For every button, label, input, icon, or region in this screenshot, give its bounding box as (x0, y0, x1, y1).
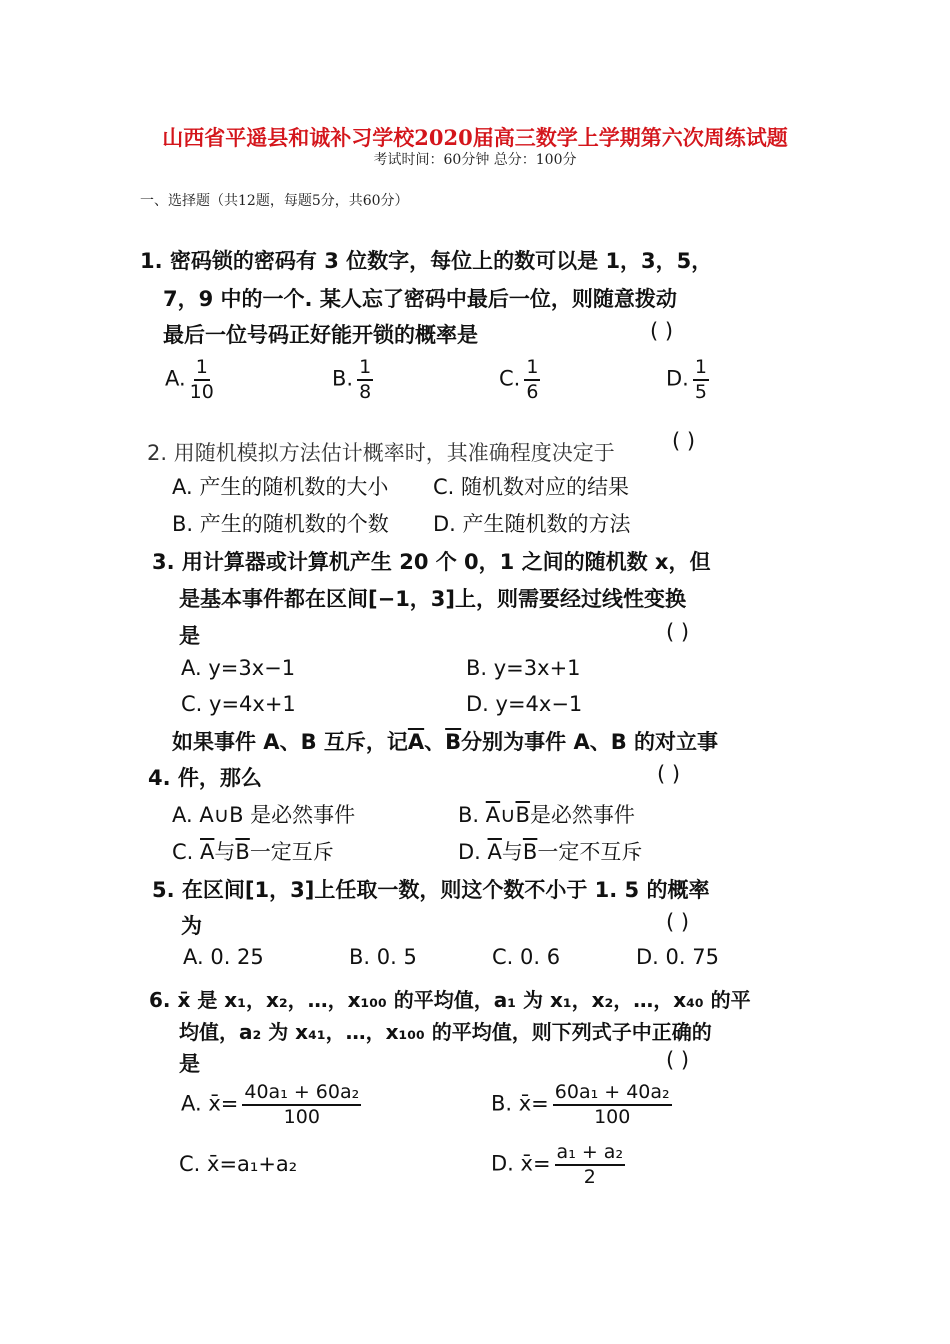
option-d (491, 1142, 625, 1187)
complement-b: $\overline{B}$ (515, 803, 530, 827)
denominator: 5 (694, 381, 707, 403)
option-c: C. y=4x+1 (181, 692, 296, 716)
question-6-line-1: 6. x̄ 是 x₁，x₂，…，x₁₀₀ 的平均值，a₁ 为 x₁，x₂，…，x₄₀ 的平 (149, 988, 751, 1012)
fraction (242, 1082, 361, 1127)
option-label: D. x̄= (491, 1151, 551, 1176)
section-heading: 一、选择题（共12题，每题5分，共60分） (140, 193, 409, 209)
fraction (555, 1142, 626, 1187)
option-a: A. y=3x−1 (181, 656, 296, 680)
page-title: 山西省平遥县和诚补习学校2020届高三数学上学期第六次周练试题 (162, 125, 788, 150)
question-4-line-2: 4. 件，那么 (148, 766, 262, 790)
numerator: 1 (194, 357, 210, 381)
question-1-line-2: 7，9 中的一个. 某人忘了密码中最后一位，则随意拨动 (163, 287, 677, 311)
fraction (553, 1082, 672, 1127)
fraction (190, 357, 214, 402)
option-a: A. 0. 25 (183, 945, 264, 969)
option-d: D. 产生随机数的方法 (433, 512, 631, 536)
option-b: B. y=3x+1 (466, 656, 581, 680)
complement-b: $\overline{B}$ (235, 840, 250, 864)
question-5-line-2: 为 (181, 914, 202, 938)
denominator: 100 (594, 1106, 631, 1128)
numerator: 60a₁ + 40a₂ (553, 1082, 672, 1106)
option-a: A. 产生的随机数的大小 (172, 475, 389, 499)
exam-info: 考试时间：60分钟 总分：100分 (373, 152, 577, 168)
denominator: 6 (526, 381, 539, 403)
option-d: D. y=4x−1 (466, 692, 583, 716)
option-c (499, 357, 540, 402)
option-label: B. (458, 803, 486, 827)
option-b (491, 1082, 672, 1127)
numerator: a₁ + a₂ (555, 1142, 626, 1166)
text-segment: 如果事件 A、B 互斥，记 (172, 730, 408, 754)
option-b (332, 357, 373, 402)
option-label: D. (458, 840, 488, 864)
numerator: 1 (357, 357, 373, 381)
text-segment: 与 (501, 840, 523, 864)
question-1-line-1: 1. 密码锁的密码有 3 位数字，每位上的数可以是 1，3，5， (140, 249, 713, 273)
numerator: 1 (693, 357, 709, 381)
option-b: B. 0. 5 (349, 945, 417, 969)
complement-a: $\overline{A}$ (485, 803, 501, 827)
denominator: 2 (583, 1166, 596, 1188)
option-label: A. x̄= (181, 1091, 239, 1116)
text-segment: 分别为事件 A、B 的对立事 (461, 730, 719, 754)
option-c: C. 随机数对应的结果 (433, 475, 630, 499)
answer-blank: ( ) (666, 1048, 690, 1072)
answer-blank: ( ) (672, 429, 696, 453)
option-label: B. (332, 366, 354, 391)
text-segment: 与 (214, 840, 236, 864)
option-c: C. x̄=a₁+a₂ (179, 1152, 298, 1176)
question-6-line-2: 均值，a₂ 为 x₄₁，…，x₁₀₀ 的平均值，则下列式子中正确的 (179, 1020, 712, 1044)
fraction (524, 357, 540, 402)
text-segment: 是必然事件 (529, 803, 635, 827)
question-2-line-1: 2. 用随机模拟方法估计概率时，其准确程度决定于 (147, 441, 615, 465)
question-3-line-3: 是 (179, 624, 200, 648)
question-5-line-1: 5. 在区间[1，3]上任取一数，则这个数不小于 1. 5 的概率 (152, 878, 710, 902)
option-a: A. A∪B 是必然事件 (172, 803, 356, 827)
option-label: C. (499, 366, 521, 391)
answer-blank: ( ) (657, 762, 681, 786)
option-a (181, 1082, 361, 1127)
denominator: 8 (359, 381, 372, 403)
fraction (693, 357, 709, 402)
option-label: C. (172, 840, 201, 864)
question-3-line-1: 3. 用计算器或计算机产生 20 个 0，1 之间的随机数 x，但 (152, 550, 711, 574)
text-segment: 一定不互斥 (537, 840, 643, 864)
question-1-line-3: 最后一位号码正好能开锁的概率是 (163, 323, 478, 347)
question-6-line-3: 是 (179, 1052, 200, 1076)
option-b: B. 产生的随机数的个数 (172, 512, 389, 536)
question-3-line-2: 是基本事件都在区间[−1，3]上，则需要经过线性变换 (179, 587, 687, 611)
option-d (458, 836, 642, 866)
complement-a: $\overline{A}$ (200, 840, 215, 864)
option-label: D. (666, 366, 689, 391)
answer-blank: ( ) (666, 620, 690, 644)
answer-blank: ( ) (650, 319, 674, 343)
numerator: 1 (524, 357, 540, 381)
option-d (666, 357, 709, 402)
text-segment: 、 (424, 730, 446, 754)
answer-blank: ( ) (666, 910, 690, 934)
text-segment: ∪ (500, 803, 516, 827)
option-a (165, 357, 214, 402)
option-b (458, 799, 635, 829)
option-c: C. 0. 6 (492, 945, 561, 969)
question-4-line-1 (172, 726, 718, 756)
denominator: 10 (189, 381, 214, 403)
denominator: 100 (283, 1106, 320, 1128)
complement-b: $\overline{B}$ (522, 840, 538, 864)
complement-b: $\overline{B}$ (445, 730, 462, 754)
option-label: A. (165, 366, 186, 391)
option-c (172, 836, 334, 866)
numerator: 40a₁ + 60a₂ (242, 1082, 361, 1106)
option-d: D. 0. 75 (636, 945, 719, 969)
text-segment: 一定互斥 (249, 840, 334, 864)
option-label: B. x̄= (491, 1091, 549, 1116)
fraction (357, 357, 373, 402)
complement-a: $\overline{A}$ (407, 730, 425, 754)
complement-a: $\overline{A}$ (487, 840, 502, 864)
